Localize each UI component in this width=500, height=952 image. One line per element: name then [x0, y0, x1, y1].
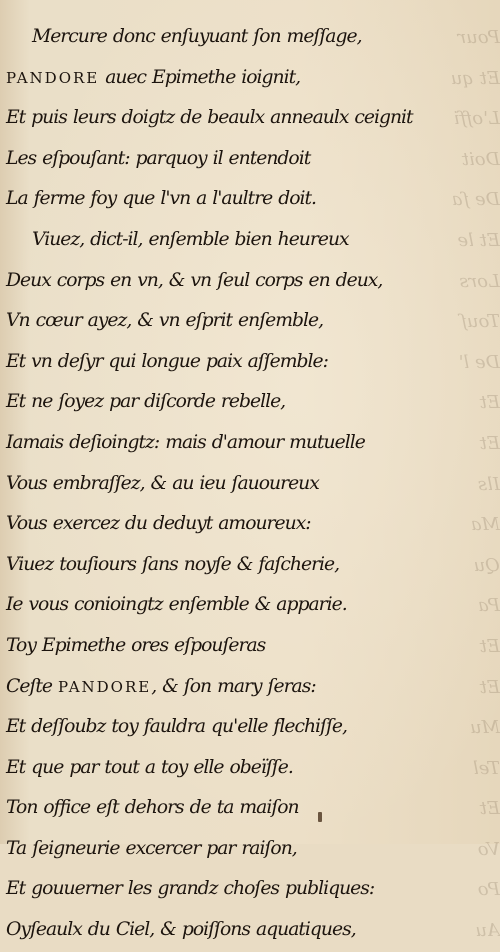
poem-line — [0, 17, 470, 58]
poem-line — [0, 58, 470, 99]
poem-line — [0, 869, 470, 910]
small-caps-name: PANDORE — [57, 677, 152, 696]
show-through-text: Pour Et qu L'offi Doit De ſa Et le Lors Touſ De l' Et Et Ils Ma Qu Pa Et Et Mu Tel Et Vo Po Au — [450, 27, 500, 942]
poem-line — [0, 788, 470, 829]
poem-line — [0, 261, 470, 302]
line-text: , & ſon mary ſeras: — [151, 675, 316, 697]
poem-line — [0, 545, 470, 586]
line-text: Ta ſeigneurie excercer par raiſon, — [6, 837, 297, 859]
line-text: auec Epimethe ioignit, — [99, 66, 301, 88]
line-text: Oyſeaulx du Ciel, & poiſſons aquatiques, — [6, 919, 356, 941]
line-text: La ferme foy que l'vn a l'aultre doit. — [6, 188, 316, 210]
poem-line — [0, 139, 470, 180]
line-text: Et puis leurs doigtz de beaulx anneaulx ceignit — [6, 107, 413, 129]
poem-line — [0, 98, 470, 139]
line-text: Ton office eſt dehors de ta maiſon — [6, 797, 299, 819]
line-text: Et ne ſoyez par diſcorde rebelle, — [6, 391, 286, 413]
line-text: Ie vous conioingtz enſemble & apparie. — [6, 594, 347, 616]
line-text: Iamais deſioingtz: mais d'amour mutuelle — [6, 431, 365, 453]
line-text: Et vn deſyr qui longue paix aſſemble: — [6, 350, 328, 372]
poem-line — [0, 707, 470, 748]
line-text: Vn cœur ayez, & vn eſprit enſemble, — [6, 310, 324, 332]
poem-line — [0, 382, 470, 423]
poem-line — [0, 464, 470, 505]
line-text: Les eſpouſant: parquoy il entendoit — [6, 147, 311, 169]
line-text: Et que par tout a toy elle obeïſſe. — [6, 756, 293, 778]
line-text: Et deſſoubz toy fauldra qu'elle flechiſſe, — [6, 716, 347, 738]
poem-line — [0, 179, 470, 220]
poem-line — [0, 220, 470, 261]
line-text: Deux corps en vn, & vn ſeul corps en deux, — [6, 269, 383, 291]
poem-line — [0, 585, 470, 626]
poem-line — [0, 504, 470, 545]
line-text: Vous embraſſez, & au ieu ſauoureux — [6, 472, 319, 494]
line-text: Viuez touſiours ſans noyſe & faſcherie, — [6, 553, 340, 575]
poem-line — [0, 342, 470, 383]
poem-line — [0, 829, 470, 870]
poem-text — [0, 17, 470, 951]
line-text: Toy Epimethe ores eſpouſeras — [6, 634, 266, 656]
line-text: Mercure donc enſuyuant ſon meſſage, — [32, 26, 362, 47]
poem-line — [0, 423, 470, 464]
line-text: Vous exercez du deduyt amoureux: — [6, 513, 311, 535]
poem-line — [0, 748, 470, 789]
poem-line — [0, 667, 470, 708]
line-text: Et gouuerner les grandz choſes publiques: — [6, 878, 375, 900]
poem-line — [0, 301, 470, 342]
line-text: Viuez, dict-il, enſemble bien heureux — [32, 228, 349, 250]
line-prefix: Ceſte — [6, 675, 58, 697]
poem-line — [0, 910, 470, 951]
small-caps-name: PANDORE — [6, 68, 100, 87]
poem-line — [0, 626, 470, 667]
folio-mark — [318, 812, 322, 822]
